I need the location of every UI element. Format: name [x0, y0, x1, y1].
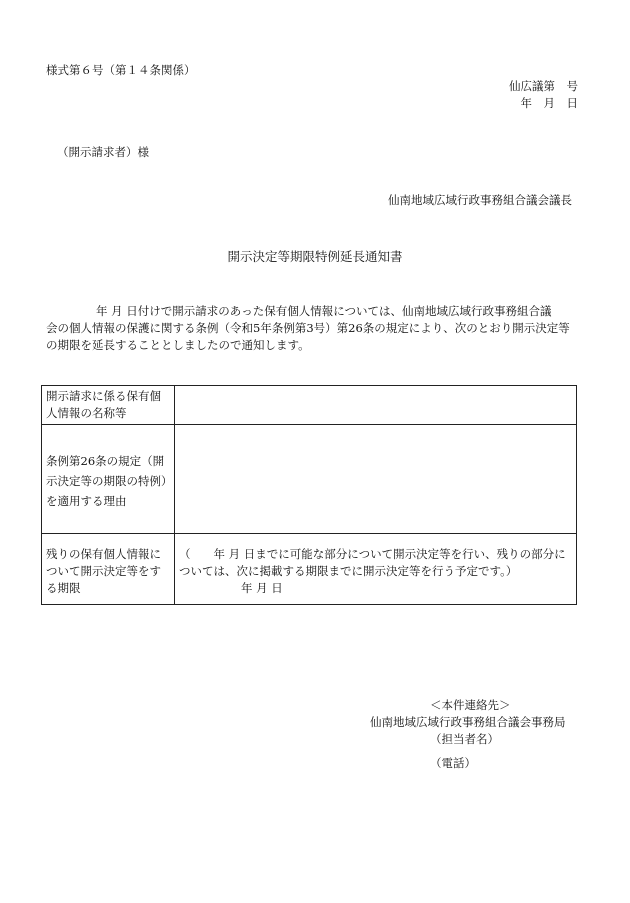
deadline-label: 残りの保有個人情報について開示決定等をする期限	[42, 534, 175, 605]
info-table	[41, 385, 577, 605]
info-name-label: 開示請求に係る保有個人情報の名称等	[42, 386, 175, 425]
sender: 仙南地域広域行政事務組合議会議長	[388, 193, 572, 207]
contact-office: 仙南地域広域行政事務組合議会事務局	[370, 715, 566, 729]
table-row	[42, 534, 577, 605]
contact-phone: （電話）	[430, 756, 476, 770]
document-date: 年 月 日	[520, 96, 578, 110]
body-line-3: の期限を延長することとしましたので通知します。	[46, 338, 310, 352]
deadline-note: （ 年 月 日までに可能な部分について開示決定等を行い、残りの部分については、次に掲載する期限までに開示決定等を行う予定です。）	[179, 547, 566, 578]
table-row	[42, 386, 577, 425]
table-row	[42, 425, 577, 534]
document-number: 仙広議第 号	[509, 79, 578, 93]
contact-heading: ＜本件連絡先＞	[430, 698, 511, 712]
reason-value	[175, 425, 577, 534]
deadline-date: 年 月 日	[241, 581, 283, 595]
deadline-value	[175, 534, 577, 605]
body-line-1: 年 月 日付けで開示請求のあった保有個人情報については、仙南地域広域行政事務組合議	[96, 304, 552, 318]
addressee: （開示請求者）様	[57, 145, 149, 159]
reason-label: 条例第26条の規定（開示決定等の期限の特例）を適用する理由	[42, 425, 175, 534]
contact-person: （担当者名）	[430, 732, 499, 746]
body-line-2: 会の個人情報の保護に関する条例（令和5年条例第3号）第26条の規定により、次のとおり開示決定等	[46, 321, 570, 335]
info-name-value	[175, 386, 577, 425]
form-number: 様式第６号（第１４条関係）	[46, 63, 196, 77]
document-title: 開示決定等期限特例延長通知書	[227, 249, 403, 264]
body-paragraph	[46, 303, 576, 354]
